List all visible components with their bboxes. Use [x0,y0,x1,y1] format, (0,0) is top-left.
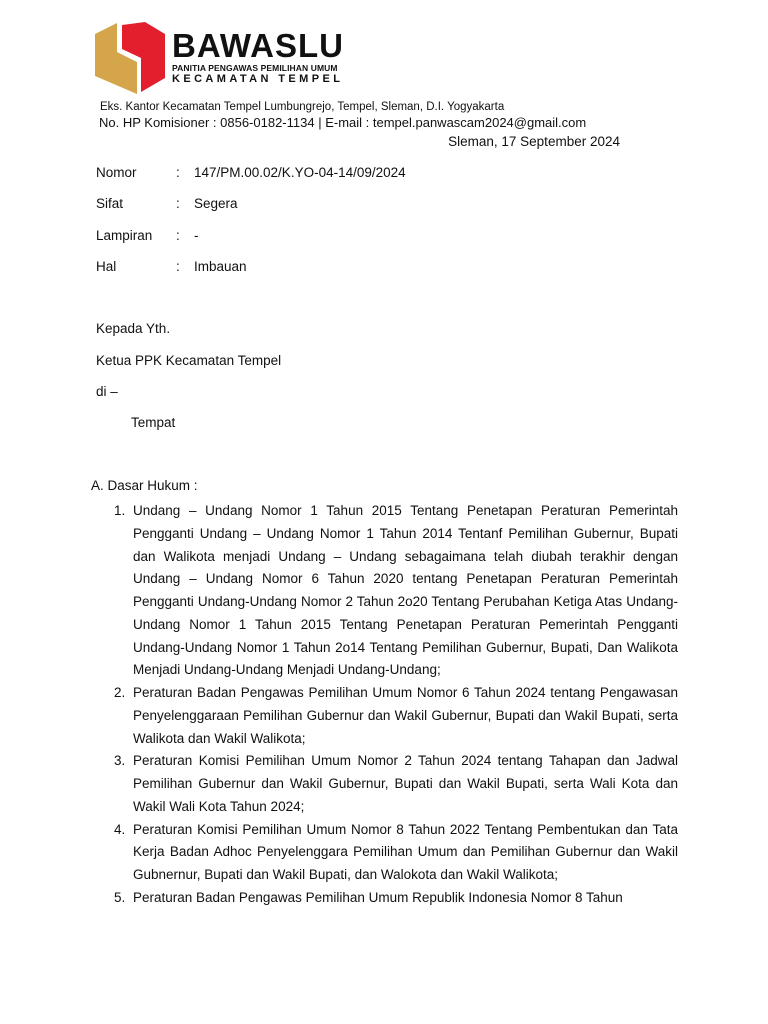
meta-label: Hal [96,259,117,274]
list-item [114,500,678,682]
brand-district: KECAMATAN TEMPEL [172,73,344,85]
list-item [114,819,678,887]
meta-colon: : [176,228,180,243]
letterhead-contact: No. HP Komisioner : 0856-0182-1134 | E-mail : tempel.panwascam2024@gmail.com [99,115,587,130]
meta-label: Nomor [96,165,137,180]
list-item-number: 3. [114,753,126,769]
list-item [114,750,678,818]
list-item-text: Undang – Undang Nomor 1 Tahun 2015 Tentang Penetapan Peraturan Pemerintah Pengganti Undang – Undang Nomor 1 Tahun 2014 Tentanf Pemilihan Gubernur, Bupati dan Walikota menjadi Undang – Undang sebagaimana telah diubah terakhir dengan Undang – Undang Nomor 6 Tahun 2020 tentang Penetapan Peraturan Pemerintah Pengganti Undang-Undang Nomor 2 Tahun 2o20 Tentang Perubahan Ketiga Atas Undang-Undang Nomor 1 Tahun 2015 Tentang Penetapan Peraturan Pemerintah Pengganti Undang-Undang Nomor 1 Tahun 2o14 Tentang Pemilihan Gubernur, Bupati, Dan Walikota Menjadi Undang-Undang Menjadi Undang-Undang; [133,503,678,678]
meta-colon: : [176,196,180,211]
bawaslu-logo-icon [95,22,165,94]
list-item-text: Peraturan Badan Pengawas Pemilihan Umum Nomor 6 Tahun 2024 tentang Pengawasan Penyelenggaraan Pemilihan Gubernur dan Wakil Gubernur, Bupati dan Wakil Bupati, serta Walikota dan Wakil Walikota; [133,685,678,746]
list-item-text: Peraturan Badan Pengawas Pemilihan Umum Republik Indonesia Nomor 8 Tahun [133,889,623,905]
list-item-text: Peraturan Komisi Pemilihan Umum Nomor 8 Tahun 2022 Tentang Pembentukan dan Tata Kerja Badan Adhoc Penyelenggara Pemilihan Umum dan Pemilihan Gubernur dan Wakil Gubnernur, Bupati dan Wakil Bupati, dan Walokota dan Wakil Walikota; [133,821,678,882]
meta-value: Segera [194,196,238,211]
meta-value: - [194,228,199,243]
brand-subtitle: PANITIA PENGAWAS PEMILIHAN UMUM [172,63,338,73]
list-item [114,682,678,750]
letter-date: Sleman, 17 September 2024 [448,134,620,149]
recipient-greeting: Kepada Yth. [96,321,171,336]
legal-basis-list [114,500,678,910]
list-item-number: 2. [114,685,126,700]
list-item [114,887,678,910]
recipient-place: Tempat [131,415,176,430]
meta-colon: : [176,165,180,180]
letterhead-address: Eks. Kantor Kecamatan Tempel Lumbungrejo, Tempel, Sleman, D.I. Yogyakarta [100,101,505,113]
brand-name: BAWASLU [172,27,344,64]
meta-value: 147/PM.00.02/K.YO-04-14/09/2024 [194,165,406,180]
recipient-name: Ketua PPK Kecamatan Tempel [96,353,282,368]
meta-label: Lampiran [96,228,153,243]
meta-colon: : [176,259,180,274]
list-item-text: Peraturan Komisi Pemilihan Umum Nomor 2 Tahun 2024 tentang Tahapan dan Jadwal Pemilihan Gubernur dan Wakil Gubernur, Bupati dan Wakil Bupati, serta Wali Kota dan Wakil Wali Kota Tahun 2024; [133,753,678,814]
list-item-number: 4. [114,821,126,837]
section-a-title: A. Dasar Hukum : [91,478,198,493]
meta-label: Sifat [96,196,124,211]
recipient-di: di – [96,384,118,399]
list-item-number: 5. [114,889,126,905]
letterhead-brand [172,29,344,85]
meta-value: Imbauan [194,259,247,274]
list-item-number: 1. [114,503,126,518]
